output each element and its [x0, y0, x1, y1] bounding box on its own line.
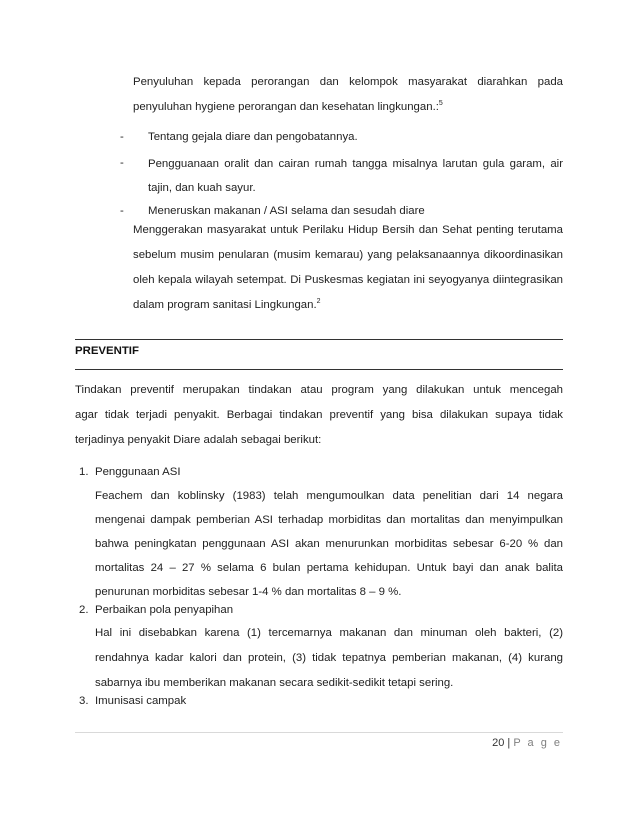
dash-marker: - [120, 157, 124, 169]
text-line: Hal ini disebabkan karena (1) tercemarnya makanan dan minuman oleh bakteri, (2) [95, 627, 563, 639]
dash-marker: - [120, 205, 124, 217]
text-line: Feachem dan koblinsky (1983) telah mengumoulkan data penelitian dari 14 negara [95, 490, 563, 502]
text-line: mortalitas 24 – 27 % selama 6 bulan pertama kehidupan. Untuk bayi dan anak balita [95, 562, 563, 574]
text-line: sebelum musim penularan (musim kemarau) yang pelaksanaannya dikoordinasikan [133, 249, 563, 261]
citation-superscript: 5 [438, 100, 443, 108]
text-span: penyuluhan hygiene perorangan dan kesehatan lingkungan.: [133, 101, 439, 113]
text-line: oleh kepala wilayah setempat. Di Puskesmas kegiatan ini seyogyanya diintegrasikan [133, 274, 563, 286]
bullet-text: Tentang gejala diare dan pengobatannya. [148, 131, 358, 143]
bullet-item [120, 152, 563, 200]
text-span: dalam program sanitasi Lingkungan. [133, 299, 317, 311]
text-line: sabarnya ibu memberikan makanan secara sedikit-sedikit tetapi sering. [95, 677, 454, 689]
item-title: Perbaikan pola penyapihan [95, 604, 234, 616]
item-number: 3. [79, 695, 89, 707]
item-number: 1. [79, 466, 89, 478]
page-label: P a g e [513, 737, 562, 749]
bullet-list [120, 126, 563, 226]
text-line: Tindakan preventif merupakan tindakan atau program yang dilakukan untuk mencegah [75, 384, 563, 396]
text-line: mengenai dampak pemberian ASI terhadap morbiditas dan mortalitas dan menyimpulkan [95, 514, 563, 526]
text-line: rendahnya kadar kalori dan protein, (3) tidak tepatnya pemberian makanan, (4) kurang [95, 652, 563, 664]
page-number: 20 [492, 737, 505, 749]
bullet-item [120, 126, 563, 152]
text-line [133, 293, 321, 318]
text-line [133, 95, 443, 120]
text-line: Menggerakan masyarakat untuk Perilaku Hidup Bersih dan Sehat penting terutama [133, 224, 563, 236]
footer-separator: | [507, 737, 511, 749]
text-line: agar tidak terjadi penyakit. Berbagai tindakan preventif yang bisa dilakukan supaya tidak [75, 409, 563, 421]
item-title: Penggunaan ASI [95, 466, 181, 478]
text-line: bahwa peningkatan penggunaan ASI akan menurunkan morbiditas sebesar 6-20 % dan [95, 538, 563, 550]
text-line: terjadinya penyakit Diare adalah sebagai berikut: [75, 434, 322, 446]
bullet-text: Pengguanaan oralit dan cairan rumah tangga misalnya larutan gula garam, air tajin, dan kuah sayur. [148, 158, 563, 194]
section-rule-top [75, 339, 563, 340]
item-number: 2. [79, 604, 89, 616]
section-heading: PREVENTIF [75, 345, 139, 357]
page-footer [492, 737, 562, 749]
citation-superscript: 2 [316, 298, 321, 306]
dash-marker: - [120, 131, 124, 143]
text-line: penurunan morbiditas sebesar 1-4 % dan mortalitas 8 – 9 %. [95, 586, 402, 598]
text-line: Penyuluhan kepada perorangan dan kelompok masyarakat diarahkan pada [133, 76, 563, 88]
section-rule-bottom [75, 369, 563, 370]
item-title: Imunisasi campak [95, 695, 187, 707]
footer-rule [75, 732, 563, 733]
bullet-text: Meneruskan makanan / ASI selama dan sesudah diare [148, 205, 425, 217]
